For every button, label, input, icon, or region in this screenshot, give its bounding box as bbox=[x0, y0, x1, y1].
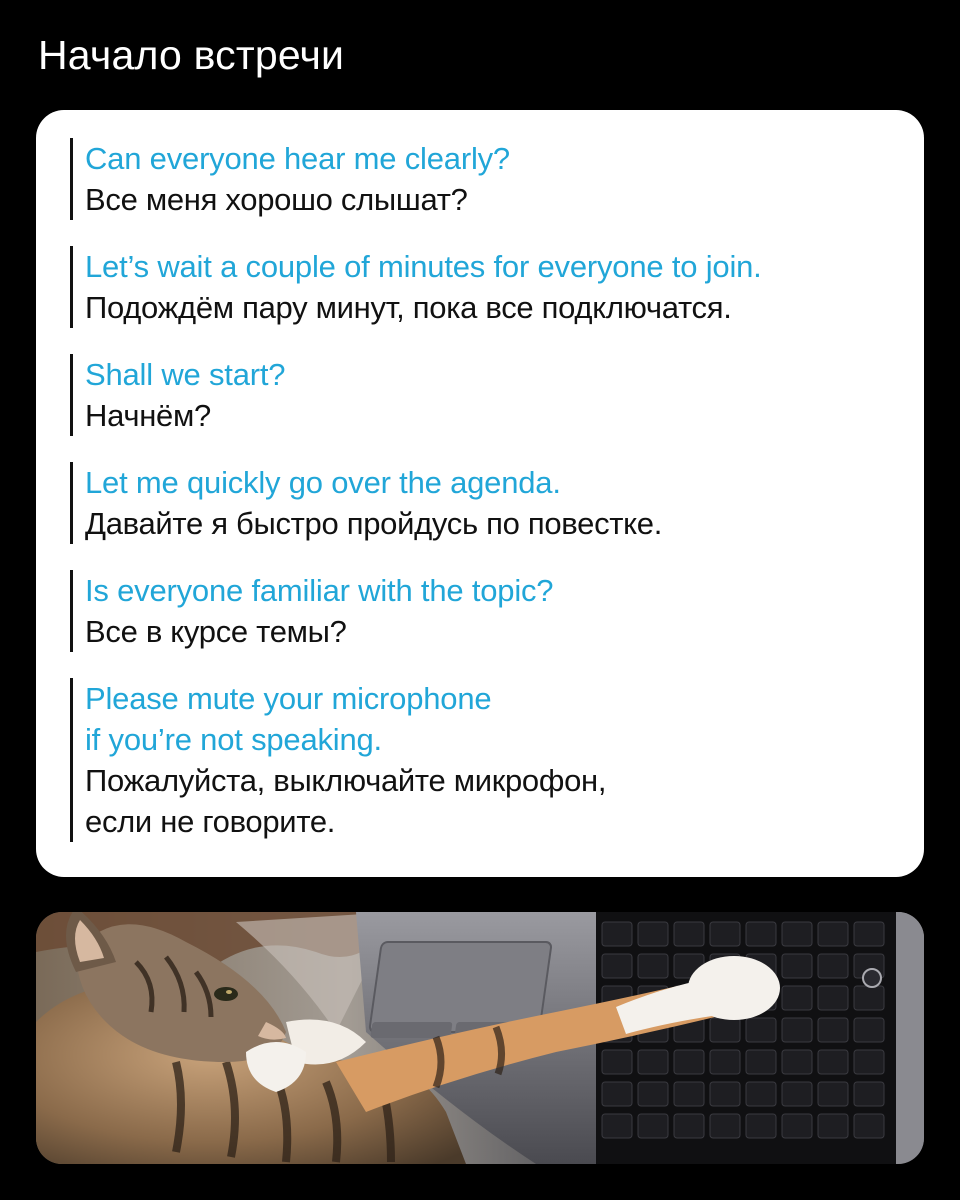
phrase-item bbox=[70, 138, 888, 220]
phrase-russian: Подождём пару минут, пока все подключатся. bbox=[85, 290, 732, 325]
page-title: Начало встречи bbox=[38, 32, 345, 78]
phrase-card bbox=[36, 110, 924, 877]
phrase-english: Let’s wait a couple of minutes for everyone to join. bbox=[85, 249, 762, 284]
cat-on-laptop-photo bbox=[36, 912, 924, 1164]
phrase-russian: Начнём? bbox=[85, 398, 211, 433]
phrase-russian: Все в курсе темы? bbox=[85, 614, 347, 649]
phrase-russian: Пожалуйста, выключайте микрофон, если не говорите. bbox=[85, 763, 607, 839]
phrase-item bbox=[70, 678, 888, 842]
phrase-russian: Все меня хорошо слышат? bbox=[85, 182, 468, 217]
phrase-russian: Давайте я быстро пройдусь по повестке. bbox=[85, 506, 663, 541]
phrase-english: Can everyone hear me clearly? bbox=[85, 141, 510, 176]
phrase-item bbox=[70, 354, 888, 436]
phrase-item bbox=[70, 462, 888, 544]
phrase-english: Shall we start? bbox=[85, 357, 286, 392]
phrase-english: Is everyone familiar with the topic? bbox=[85, 573, 554, 608]
phrase-item bbox=[70, 570, 888, 652]
phrase-english: Please mute your microphone if you’re not speaking. bbox=[85, 681, 492, 757]
phrase-english: Let me quickly go over the agenda. bbox=[85, 465, 561, 500]
phrase-item bbox=[70, 246, 888, 328]
